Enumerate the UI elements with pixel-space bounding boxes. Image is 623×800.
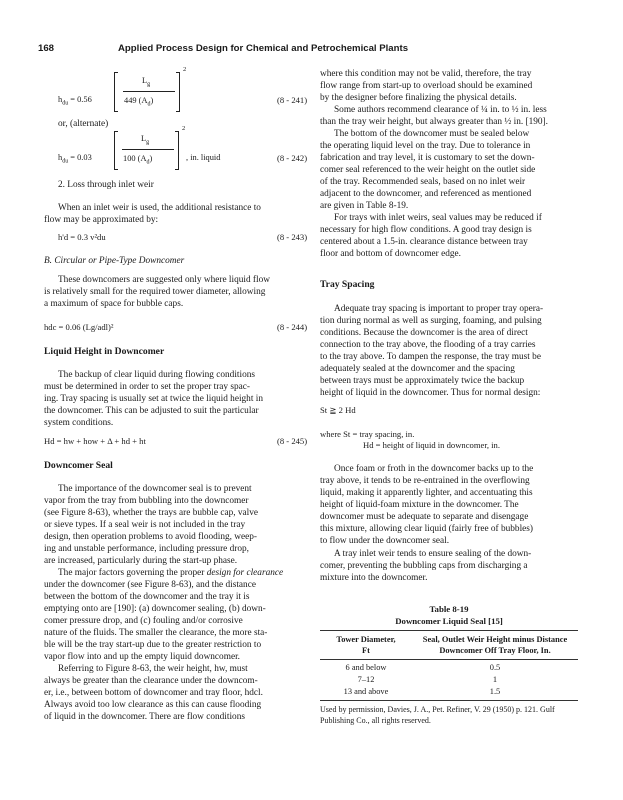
section-heading: Tray Spacing	[320, 279, 375, 290]
loss-through-inlet-weir: 2. Loss through inlet weir	[58, 180, 154, 190]
page-header	[38, 43, 583, 54]
or-alternate: or, (alternate)	[58, 119, 109, 129]
paragraph: where this condition may not be valid, therefore, the tray flow range from start-up to overload should be examined by the designer before finalizing the physical details.	[320, 69, 533, 103]
section-heading: Liquid Height in Downcomer	[44, 346, 165, 357]
paragraph: Adequate tray spacing is important to proper tray opera- tion during normal as well as surging, foaming, and pulsing conditions. Because the downcomer is the area of direct connection to the tray above, the flooding of a tray carries to the tray above. To dampen the response, the tray must be adequately sealed at the downcomer and the spacing between trays must be approximately twice the backup height of liquid in the downcomer. Thus for normal design:	[320, 304, 544, 398]
paragraph: Once foam or froth in the downcomer backs up to the tray above, it tends to be re-entrained in the overflowing liquid, making it apparently lighter, and accentuating this height of liquid-foam mixture in the downcomer. The downcomer must be adequate to separate and disengage this mixture, allowing clear liquid (fairly free of bubbles) to flow under the downcomer seal.	[320, 464, 534, 546]
tray-spacing-equation: St ≧ 2 Hd	[320, 405, 356, 415]
section-heading: Downcomer Seal	[44, 460, 113, 471]
paragraph: For trays with inlet weirs, seal values may be reduced if necessary for high flow conditions. A good tray design is centered about a 1.5-in. clearance distance between tray floor and bottom of downcomer edge.	[320, 213, 542, 259]
column-header: Tower Diameter, Ft	[336, 635, 396, 655]
variable-definitions: where St = tray spacing, in. Hd = height of liquid in downcomer, in.	[320, 429, 500, 450]
paragraph: When an inlet weir is used, the additional resistance to flow may be approximated by:	[44, 203, 261, 225]
column-header: Seal, Outlet Weir Height minus Distance Downcomer Off Tray Floor, In.	[422, 635, 568, 655]
paragraph: Some authors recommend clearance of ¼ in. to ½ in. less than the tray weir height, but always greater than ½ in. [190].	[320, 105, 548, 127]
paragraph: The bottom of the downcomer must be sealed below the operating liquid level on the tray. Due to tolerance in fabrication and tray level, it is customary to set the down- comer seal referenced to the weir height on the outlet side of the tray. Recommended seals, based on no inlet weir adjacent to the downcomer, and referenced as mentioned are given in Table 8-19.	[320, 129, 536, 211]
paragraph: The importance of the downcomer seal is to prevent vapor from the tray from bubbling into the downcomer (see Figure 8-63), whether the trays are bubble cap, valve or sieve types. If a seal weir is not included in the tray design, then operation problems to avoid flooding, weep- ing and unstable performance, including pressure drop, are increased, particularly during the start-up phase.	[44, 484, 259, 566]
paragraph: Referring to Figure 8-63, the weir height, hw, must always be greater than the clearance under the downcom- er, i.e., between bottom of downcomer and tray floor, hdcl. Always avoid too low clearance as this can cause flooding of liquid in the downcomer. There are flow conditions	[44, 664, 263, 722]
paragraph: The major factors governing the proper design for clearance under the downcomer (see Figure 8-63), and the distance between the bottom of the downcomer and the tray it is emptying onto are [190]: (a) downcomer sealing, (b) down- comer pressure drop, and (c) fouling and/or corrosive nature of the fluids. The smaller the clearance, the more sta- ble will be the tray start-up due to the greater restriction to vapor flow into and up the empty liquid downcomer.	[44, 568, 284, 662]
running-title: Applied Process Design for Chemical and Petrochemical Plants	[118, 43, 409, 54]
table-number: Table 8-19	[429, 604, 469, 614]
paragraph: A tray inlet weir tends to ensure sealing of the down- comer, preventing the bubbling caps from discharging a mixture into the downcomer.	[320, 549, 532, 583]
paragraph: The backup of clear liquid during flowing conditions must be determined in order to set the proper tray spac- ing. Tray spacing is usually set at twice the liquid height in the downcomer. This can be adjusted to suit the particular system conditions.	[44, 370, 263, 428]
paragraph: These downcomers are suggested only where liquid flow is relatively small for the required tower diameter, allowing a maximum of space for bubble caps.	[44, 275, 270, 309]
page-number: 168	[38, 43, 55, 54]
table-source: Used by permission, Davies, J. A., Pet. Refiner, V. 29 (1950) p. 121. Gulf Publishing Co., all rights reserved.	[320, 705, 555, 725]
subsection-heading: B. Circular or Pipe-Type Downcomer	[44, 256, 185, 266]
table-title: Downcomer Liquid Seal [15]	[395, 616, 503, 626]
